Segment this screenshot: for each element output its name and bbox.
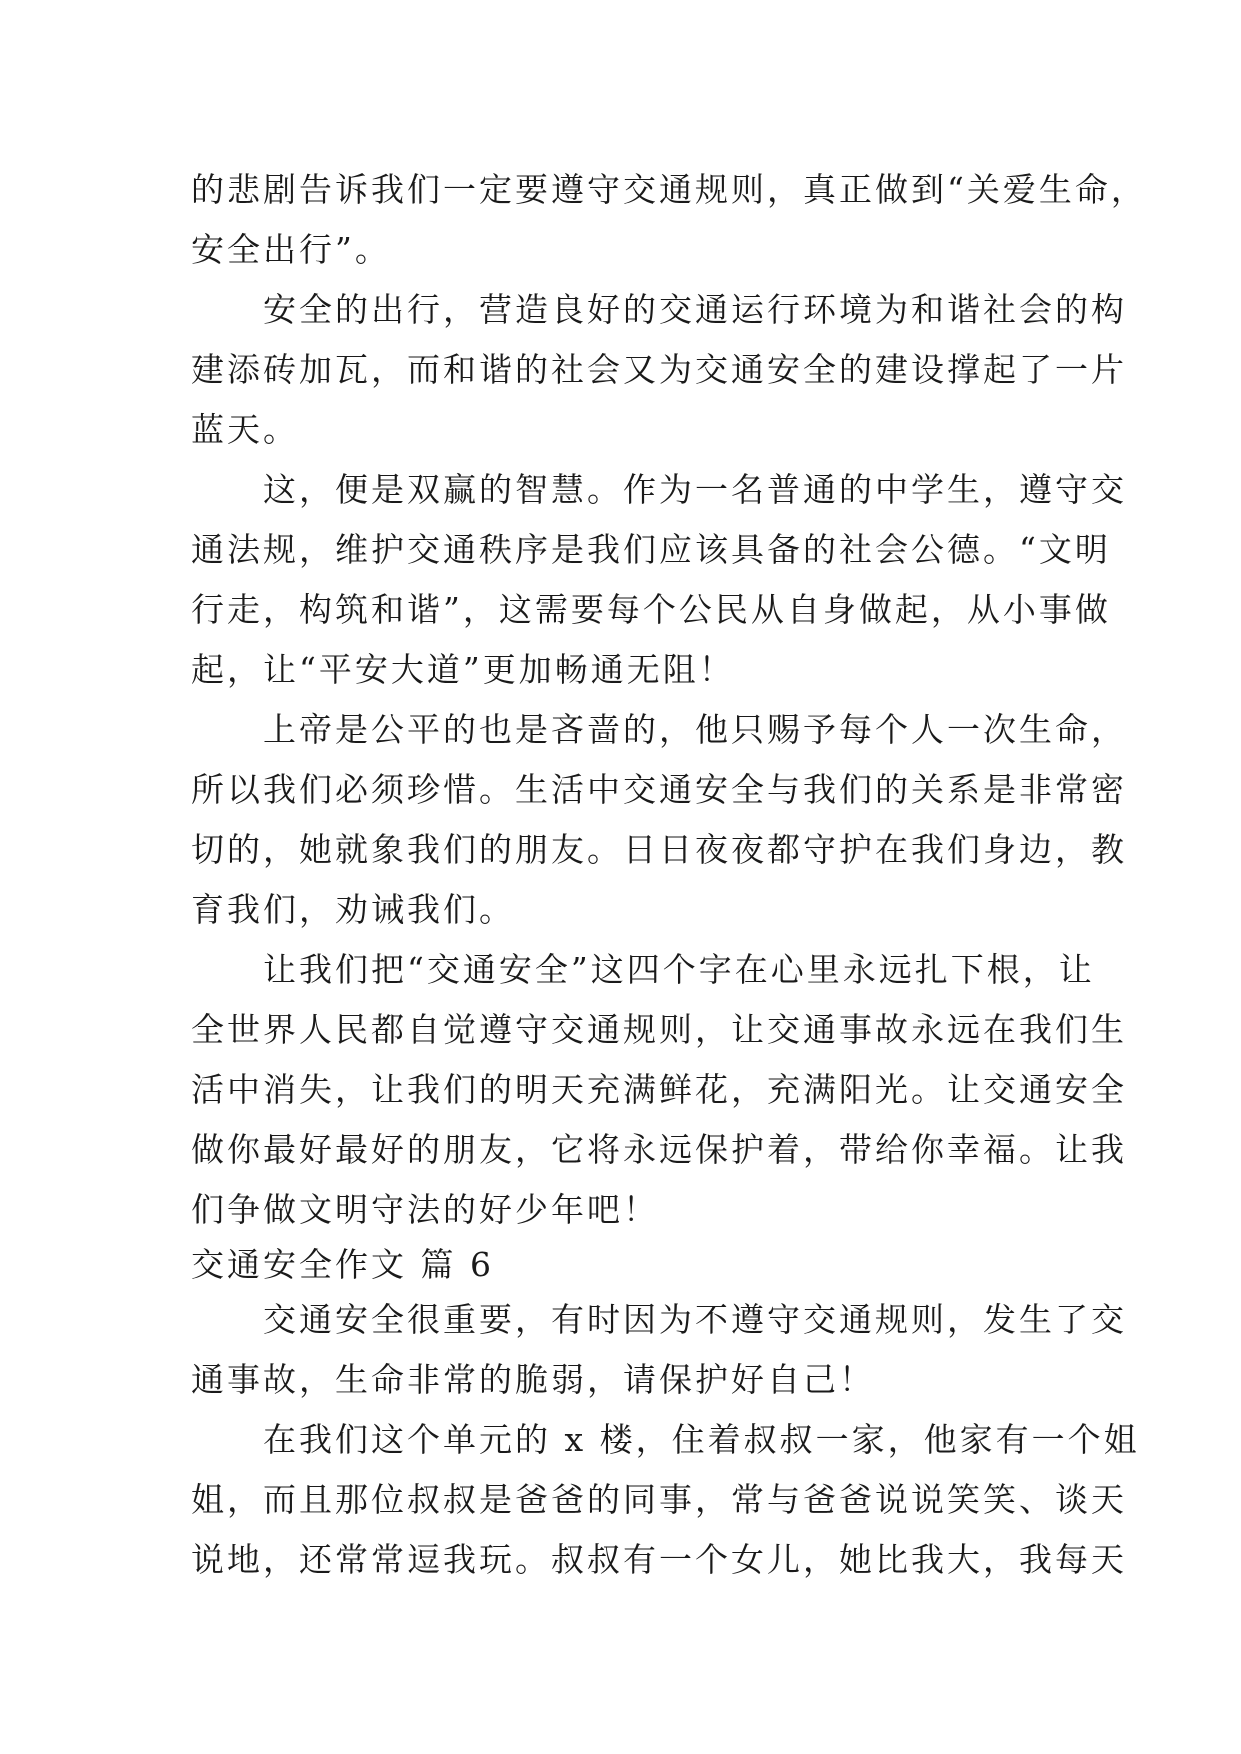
section-heading: 交通安全作文 篇 6 <box>191 1245 494 1284</box>
text-line: 安全出行”。 <box>191 230 391 269</box>
text-line: 上帝是公平的也是吝啬的，他只赐予每个人一次生命， <box>191 710 1127 749</box>
text-line: 做你最好最好的朋友，它将永远保护着，带给你幸福。让我 <box>191 1130 1127 1169</box>
text-line: 姐，而且那位叔叔是爸爸的同事，常与爸爸说说笑笑、谈天 <box>191 1480 1127 1519</box>
essay-text <box>191 160 1147 1590</box>
text-line: 们争做文明守法的好少年吧！ <box>191 1190 659 1229</box>
text-line: 蓝天。 <box>191 410 299 449</box>
text-line: 活中消失，让我们的明天充满鲜花，充满阳光。让交通安全 <box>191 1070 1127 1109</box>
text-line: 交通安全很重要，有时因为不遵守交通规则，发生了交 <box>191 1300 1127 1339</box>
text-line: 起，让“平安大道”更加畅通无阻！ <box>191 650 735 689</box>
text-line: 的悲剧告诉我们一定要遵守交通规则，真正做到“关爱生命， <box>191 170 1147 209</box>
text-line: 这，便是双赢的智慧。作为一名普通的中学生，遵守交 <box>191 470 1127 509</box>
text-line: 全世界人民都自觉遵守交通规则，让交通事故永远在我们生 <box>191 1010 1127 1049</box>
text-line: 建添砖加瓦，而和谐的社会又为交通安全的建设撑起了一片 <box>191 350 1127 389</box>
text-line: 切的，她就象我们的朋友。日日夜夜都守护在我们身边，教 <box>191 830 1127 869</box>
text-line: 在我们这个单元的 x 楼，住着叔叔一家，他家有一个姐 <box>191 1420 1140 1459</box>
text-line: 让我们把“交通安全”这四个字在心里永远扎下根，让 <box>191 950 1095 989</box>
text-line: 通事故，生命非常的脆弱，请保护好自己！ <box>191 1360 875 1399</box>
text-line: 说地，还常常逗我玩。叔叔有一个女儿，她比我大，我每天 <box>191 1540 1127 1579</box>
text-line: 通法规，维护交通秩序是我们应该具备的社会公德。“文明 <box>191 530 1111 569</box>
text-line: 所以我们必须珍惜。生活中交通安全与我们的关系是非常密 <box>191 770 1127 809</box>
text-line: 安全的出行，营造良好的交通运行环境为和谐社会的构 <box>191 290 1127 329</box>
text-line: 育我们，劝诫我们。 <box>191 890 515 929</box>
text-line: 行走，构筑和谐”，这需要每个公民从自身做起，从小事做 <box>191 590 1111 629</box>
